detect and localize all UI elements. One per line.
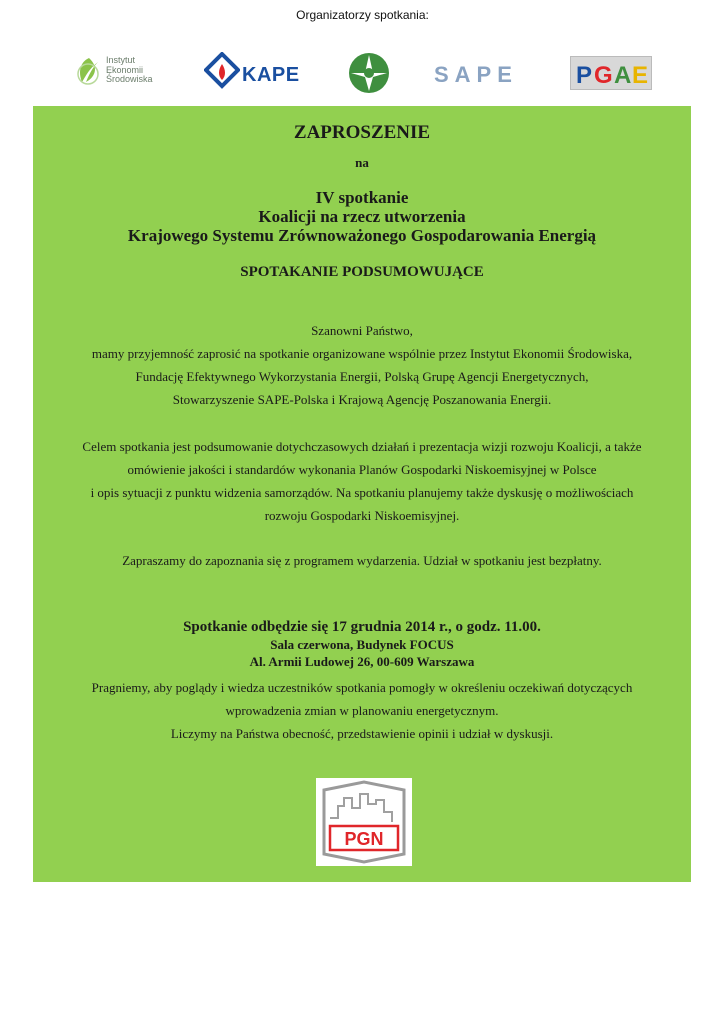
heading-line-3: Krajowego Systemu Zrównoważonego Gospodarowania Energią bbox=[127, 226, 597, 245]
invitation-title: ZAPROSZENIE bbox=[293, 122, 431, 143]
fewe-emblem-icon bbox=[346, 50, 392, 96]
p1-line-3: Fundację Efektywnego Wykorzystania Energii, Polską Grupę Agencji Energetycznych, bbox=[135, 369, 589, 384]
p1-line-2: mamy przyjemność zaprosić na spotkanie organizowane wspólnie przez Instytut Ekonomii Środowiska, bbox=[91, 346, 633, 361]
program-paragraph: Zapraszamy do zapoznania się z programem wydarzenia. Udział w spotkaniu jest bezpłatny. bbox=[122, 553, 602, 568]
p4-line-3: Liczymy na Państwa obecność, przedstawienie opinii i udział w dyskusji. bbox=[170, 726, 554, 741]
p1-line-4: Stowarzyszenie SAPE-Polska i Krajową Agencję Poszanowania Energii. bbox=[172, 392, 552, 407]
kape-text: KAPE bbox=[242, 64, 300, 86]
greeting-paragraph bbox=[33, 319, 691, 411]
p2-line-1: Celem spotkania jest podsumowanie dotychczasowych działań i prezentacja wizji rozwoju Koalicji, a także bbox=[82, 439, 642, 454]
kape-logo bbox=[204, 50, 306, 98]
invitation-panel bbox=[33, 106, 691, 882]
invitation-subtitle: SPOTAKANIE PODSUMOWUJĄCE bbox=[240, 264, 484, 280]
pgae-logo bbox=[570, 50, 652, 98]
purpose-paragraph bbox=[33, 435, 691, 527]
ies-line2: Ekonomii bbox=[106, 64, 144, 75]
leaf-icon bbox=[76, 56, 102, 88]
heading-line-2: Koalicji na rzecz utworzenia bbox=[258, 207, 466, 226]
meeting-room: Sala czerwona, Budynek FOCUS bbox=[270, 637, 454, 652]
p1-line-1: Szanowni Państwo, bbox=[311, 323, 413, 338]
meeting-date: Spotkanie odbędzie się 17 grudnia 2014 r., o godz. 11.00. bbox=[183, 619, 541, 635]
meeting-details bbox=[33, 618, 691, 670]
pgae-letters-icon bbox=[570, 50, 652, 94]
ies-line1: Instytut bbox=[106, 55, 136, 65]
closing-paragraph bbox=[33, 676, 691, 745]
ies-logo bbox=[76, 50, 176, 98]
kape-emblem-icon bbox=[204, 52, 240, 92]
sape-text: SAPE bbox=[434, 62, 518, 87]
p2-line-4: rozwoju Gospodarki Niskoemisyjnej. bbox=[264, 508, 460, 523]
meeting-address: Al. Armii Ludowej 26, 00-609 Warszawa bbox=[249, 654, 475, 669]
ies-line3: Środowiska bbox=[106, 74, 153, 84]
sape-logo bbox=[434, 50, 530, 98]
fewe-emblem-logo bbox=[346, 50, 392, 98]
invitation-na: na bbox=[355, 155, 369, 170]
pgn-logo bbox=[316, 778, 412, 866]
svg-text:P: P bbox=[576, 62, 593, 89]
svg-text:A: A bbox=[614, 62, 632, 89]
pgn-emblem-icon bbox=[316, 778, 412, 866]
heading-line-1: IV spotkanie bbox=[315, 188, 409, 207]
p4-line-1: Pragniemy, aby poglądy i wiedza uczestników spotkania pomogły w określeniu oczekiwań dotyczących bbox=[91, 680, 633, 695]
p2-line-2: omówienie jakości i standardów wykonania Planów Gospodarki Niskoemisyjnej w Polsce bbox=[127, 462, 597, 477]
organizer-logos bbox=[0, 50, 725, 98]
meeting-heading bbox=[33, 188, 691, 245]
p4-line-2: wprowadzenia zmian w planowaniu energetycznym. bbox=[225, 703, 499, 718]
organizers-label: Organizatorzy spotkania: bbox=[296, 8, 429, 22]
p2-line-3: i opis sytuacji z punktu widzenia samorządów. Na spotkaniu planujemy także dyskusję o możliwościach bbox=[90, 485, 634, 500]
svg-text:G: G bbox=[594, 62, 613, 89]
svg-text:E: E bbox=[632, 62, 649, 89]
pgn-text: PGN bbox=[344, 829, 384, 849]
